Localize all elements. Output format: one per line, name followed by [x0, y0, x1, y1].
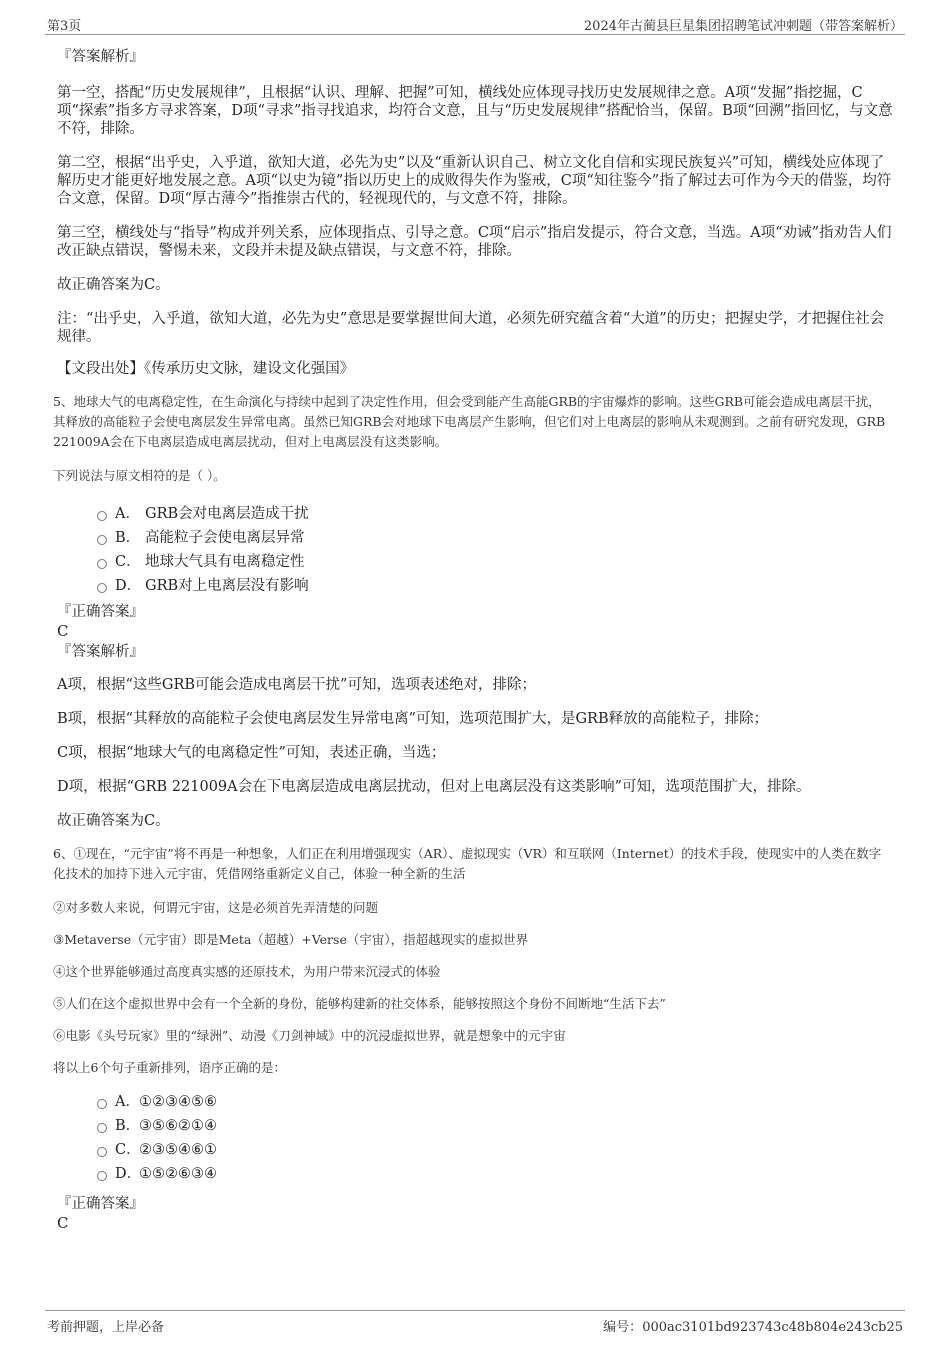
footer-slogan: 考前押题，上岸必备: [47, 1320, 165, 1335]
radio-icon[interactable]: [97, 535, 107, 545]
q6-option-a[interactable]: A．①②③④⑤⑥: [97, 1092, 893, 1116]
page-header: [45, 12, 905, 35]
document-code: [603, 1316, 903, 1335]
radio-icon[interactable]: [97, 511, 107, 521]
q6-question: 将以上6个句子重新排列，语序正确的是：: [53, 1060, 286, 1075]
q5-conclusion: 故正确答案为C。: [57, 813, 170, 829]
q6-option-d[interactable]: D．①⑤②⑥③④: [97, 1164, 893, 1188]
q5-option-b[interactable]: B． 高能粒子会使电离层异常: [97, 528, 893, 552]
document-code-label: 编号：: [603, 1320, 643, 1335]
q5-options: [97, 504, 893, 600]
q5-question: 下列说法与原文相符的是（ ）。: [53, 468, 226, 483]
q6-sentence-1: 6、①现在，“元宇宙”将不再是一种想象，人们正在利用增强现实（AR）、虚拟现实（VR）和互联网（Internet）的技术手段，使现实中的人类在数字化技术的加持下进入元宇宙，凭借网络重新定义自己，体验一种全新的生活: [53, 846, 882, 881]
q5-analysis-b: B项，根据“其释放的高能粒子会使电离层发生异常电离”可知，选项范围扩大，是GRB释放的高能粒子，排除；: [57, 711, 769, 727]
q4-analysis-para3: 第三空，横线处与“指导”构成并列关系，应体现指点、引导之意。C项“启示”指启发提示，符合文意，当选。A项“劝诫”指劝告人们改正缺点错误，警惕未来，文段并未提及缺点错误，与文意不符，排除。: [57, 225, 892, 259]
radio-icon[interactable]: [97, 583, 107, 593]
document-title: 2024年古蔺县巨星集团招聘笔试冲刺题（带答案解析）: [583, 19, 903, 34]
q6-sentence-6: ⑥电影《头号玩家》里的“绿洲”、动漫《刀剑神域》中的沉浸虚拟世界，就是想象中的元宇宙: [53, 1028, 566, 1043]
q5-analysis-label: 『答案解析』: [57, 644, 144, 660]
q4-analysis-label: 『答案解析』: [57, 49, 144, 65]
q5-analysis-c: C项，根据“地球大气的电离稳定性”可知，表述正确，当选；: [57, 745, 446, 761]
q6-sentence-4: ④这个世界能够通过高度真实感的还原技术，为用户带来沉浸式的体验: [53, 964, 441, 979]
radio-icon[interactable]: [97, 1099, 107, 1109]
q4-conclusion: 故正确答案为C。: [57, 277, 170, 293]
q4-analysis-para2: 第二空，根据“出乎史，入乎道，欲知大道，必先为史”以及“重新认识自己、树立文化自信和实现民族复兴”可知，横线处应体现了解历史才能更好地发展之意。A项“以史为镜”指以历史上的成败得失作为鉴戒，C项“知往鉴今”指了解过去可作为今天的借鉴，均符合文意，保留。D项“厚古薄今”指推崇古代的，轻视现代的，与文意不符，排除。: [57, 155, 892, 207]
q6-correct-answer: C: [57, 1214, 69, 1232]
radio-icon[interactable]: [97, 559, 107, 569]
q6-sentence-2: ②对多数人来说，何谓元宇宙，这是必须首先弄清楚的问题: [53, 900, 379, 915]
q4-note: 注：“出乎史，入乎道，欲知大道，必先为史”意思是要掌握世间大道，必须先研究蕴含着“大道”的历史；把握史学，才把握住社会规律。: [57, 311, 885, 345]
page-content: [53, 44, 893, 1232]
q5-option-a[interactable]: A． GRB会对电离层造成干扰: [97, 504, 893, 528]
page-footer: [45, 1310, 905, 1337]
radio-icon[interactable]: [97, 1147, 107, 1157]
q5-analysis-d: D项，根据“GRB 221009A会在下电离层造成电离层扰动，但对上电离层没有这类影响”可知，选项范围扩大，排除。: [57, 779, 811, 795]
q5-correct-label: 『正确答案』: [57, 604, 144, 620]
radio-icon[interactable]: [97, 1123, 107, 1133]
document-code-value: 000ac3101bd923743c48b804e243cb25: [642, 1320, 903, 1335]
q6-options: [97, 1092, 893, 1188]
q6-option-c[interactable]: C．②③⑤④⑥①: [97, 1140, 893, 1164]
q5-correct-answer: C: [57, 622, 69, 640]
q4-source: 【文段出处】《传承历史文脉，建设文化强国》: [57, 361, 355, 377]
q5-stem: 5、地球大气的电离稳定性，在生命演化与持续中起到了决定性作用，但会受到能产生高能GRB的宇宙爆炸的影响。这些GRB可能会造成电离层干扰，其释放的高能粒子会使电离层发生异常电离。虽然已知GRB会对地球下电离层产生影响，但它们对上电离层的影响从未观测到。之前有研究发现，GRB 221009A会在下电离层造成电离层扰动，但对上电离层没有这类影响。: [53, 394, 886, 449]
q6-correct-label: 『正确答案』: [57, 1196, 144, 1212]
q5-analysis-a: A项，根据“这些GRB可能会造成电离层干扰”可知，选项表述绝对，排除；: [57, 677, 536, 693]
q5-option-d[interactable]: D． GRB对上电离层没有影响: [97, 576, 893, 600]
q5-option-c[interactable]: C． 地球大气具有电离稳定性: [97, 552, 893, 576]
q6-option-b[interactable]: B．③⑤⑥②①④: [97, 1116, 893, 1140]
q6-sentence-3: ③Metaverse（元宇宙）即是Meta（超越）+Verse（宇宙），指超越现实的虚拟世界: [53, 932, 529, 947]
radio-icon[interactable]: [97, 1171, 107, 1181]
page-number: 第3页: [47, 19, 82, 34]
q6-sentence-5: ⑤人们在这个虚拟世界中会有一个全新的身份，能够构建新的社交体系，能够按照这个身份不间断地“生活下去”: [53, 996, 666, 1011]
q4-analysis-para1: 第一空，搭配“历史发展规律”，且根据“认识、理解、把握”可知，横线处应体现寻找历史发展规律之意。A项“发掘”指挖掘，C项“探索”指多方寻求答案，D项“寻求”指寻找追求，均符合文意，且与“历史发展规律”搭配恰当，保留。B项“回溯”指回忆，与文意不符，排除。: [57, 85, 893, 137]
